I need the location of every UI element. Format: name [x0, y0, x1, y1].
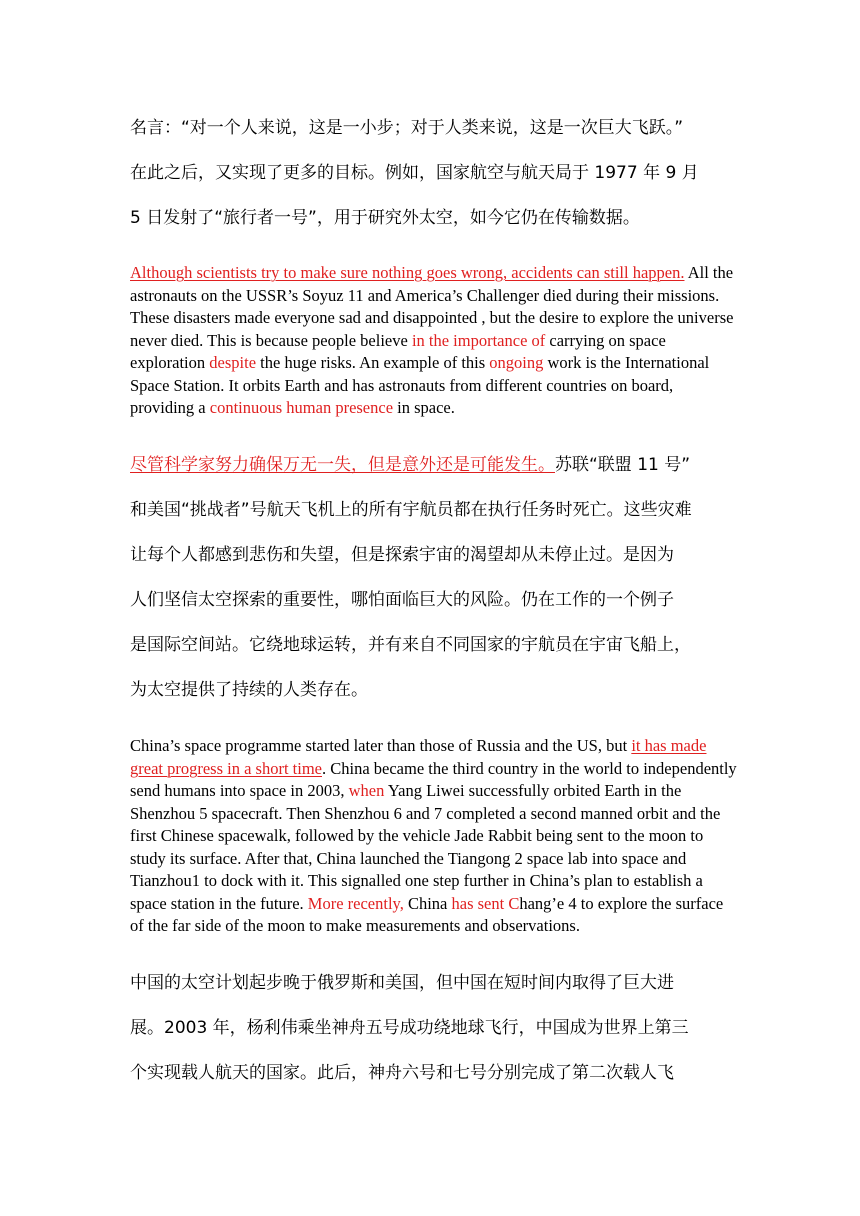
- text-run: 苏联“联盟 11 号”: [555, 455, 691, 475]
- highlighted-phrase: in the importance of: [411, 330, 546, 350]
- highlighted-phrase: Although scientists try to make sure nothing goes wrong, accidents can still happen.: [130, 263, 685, 282]
- text-run: work is the International Space Station. It orbits Earth and has astronauts from different countries on board, providing a: [130, 353, 710, 417]
- chinese-paragraph-china-programme: [130, 961, 740, 1096]
- text-run: China’s space programme started later than those of Russia and the US, but: [130, 736, 632, 755]
- text-run: All the astronauts on the USSR’s Soyuz 11 and America’s Challenger died during their missions. These disasters made everyone sad and disappointed , but the desire to explore the universe never died. This is because people believe: [130, 263, 734, 350]
- text-line: 人们坚信太空探索的重要性，哪怕面临巨大的风险。仍在工作的一个例子: [130, 590, 674, 610]
- highlighted-phrase: despite: [209, 353, 257, 372]
- text-run: carrying on space exploration: [130, 330, 666, 372]
- highlighted-phrase: it has made great progress in a short time: [130, 736, 707, 778]
- highlighted-phrase: continuous human presence: [209, 398, 394, 417]
- text-line: 为太空提供了持续的人类存在。: [130, 680, 368, 700]
- highlighted-phrase: when: [348, 781, 385, 800]
- highlighted-phrase: has sent C: [451, 893, 520, 913]
- text-run: in space.: [393, 398, 455, 417]
- highlighted-phrase: 尽管科学家努力确保万无一失，但是意外还是可能发生。: [130, 455, 555, 475]
- text-line: 和美国“挑战者”号航天飞机上的所有宇航员都在执行任务时死亡。这些灾难: [130, 500, 692, 520]
- text-run: China: [403, 893, 452, 913]
- highlighted-phrase: ongoing: [489, 353, 544, 372]
- text-line: 中国的太空计划起步晚于俄罗斯和美国，但中国在短时间内取得了巨大进: [130, 973, 674, 993]
- text-line: 是国际空间站。它绕地球运转，并有来自不同国家的宇航员在宇宙飞船上，: [130, 635, 691, 655]
- highlighted-phrase: More recently,: [307, 893, 404, 913]
- text-run: . China became the third country in the world to independently send humans into space in 2003,: [130, 758, 737, 800]
- chinese-paragraph-accidents: [130, 443, 740, 713]
- text-line: 让每个人都感到悲伤和失望，但是探索宇宙的渴望却从未停止过。是因为: [130, 545, 674, 565]
- text-run: the huge risks. An example of this: [256, 353, 490, 372]
- text-line: 在此之后，又实现了更多的目标。例如，国家航空与航天局于 1977 年 9 月: [130, 163, 699, 183]
- chinese-paragraph-quote: [130, 106, 740, 241]
- english-paragraph-china-programme: [130, 735, 740, 938]
- text-line: 个实现载人航天的国家。此后，神舟六号和七号分别完成了第二次载人飞: [130, 1063, 674, 1083]
- text-line: 5 日发射了“旅行者一号”，用于研究外太空，如今它仍在传输数据。: [130, 208, 640, 228]
- text-run: Yang Liwei successfully orbited Earth in the Shenzhou 5 spacecraft. Then Shenzhou 6 and 7 completed a second manned orbit and the first Chinese spacewalk, followed by the vehicle Jade Rabbit being sent to the moon to study its surface. After that, China launched the Tiangong 2 space lab into space and Tianzhou1 to dock with it. This signalled one step further in China’s plan to establish a space station in the future.: [130, 781, 721, 913]
- english-paragraph-accidents: [130, 262, 740, 420]
- text-line: 展。2003 年，杨利伟乘坐神舟五号成功绕地球飞行，中国成为世界上第三: [130, 1018, 689, 1038]
- text-run: hang’e 4 to explore the surface of the far side of the moon to make measurements and observations.: [130, 893, 724, 935]
- text-line: 名言：“对一个人来说，这是一小步；对于人类来说，这是一次巨大飞跃。”: [130, 118, 684, 138]
